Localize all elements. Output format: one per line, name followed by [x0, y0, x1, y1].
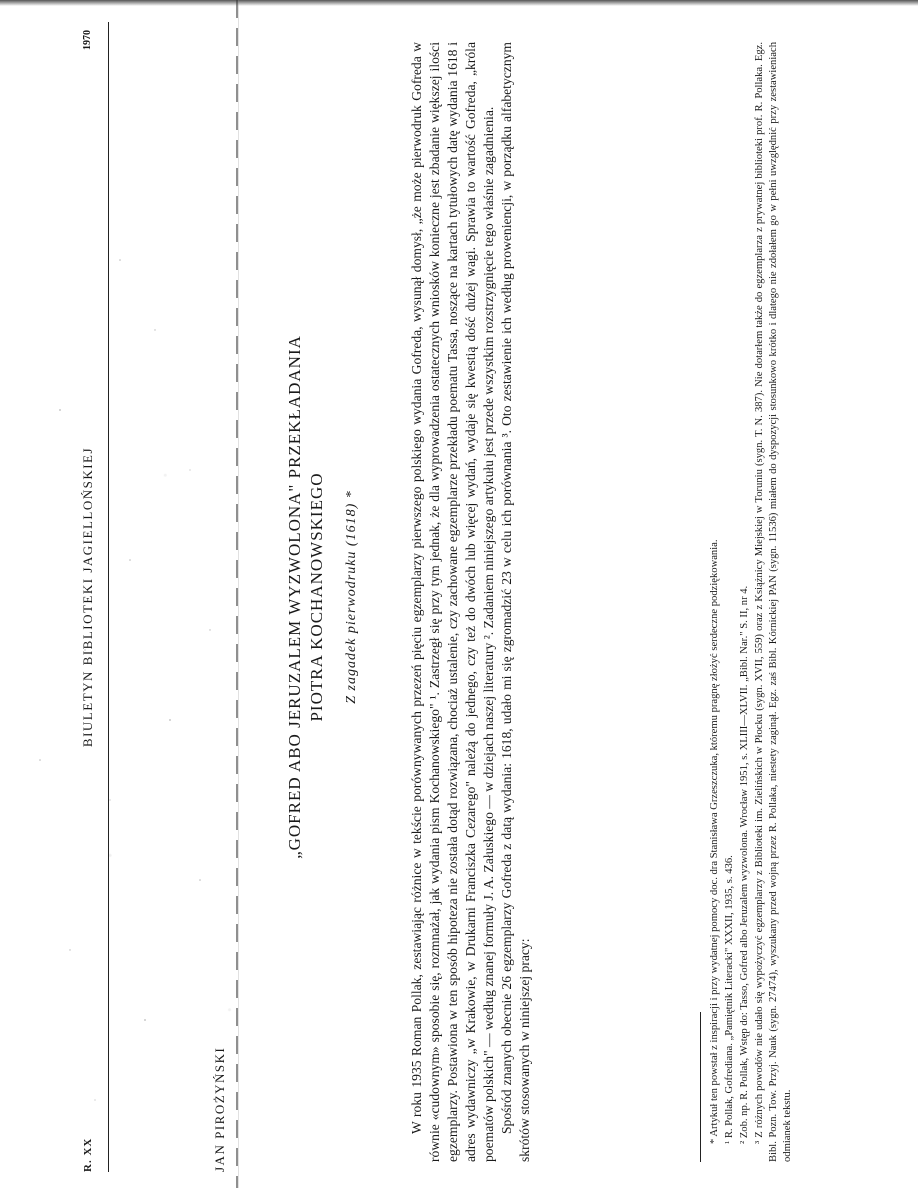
- footnote-rule: [700, 1012, 701, 1162]
- title-line-1: „GOFRED ABO JERUZALEM WYZWOLONA" PRZEKŁADANIA: [285, 335, 304, 859]
- article-subtitle: Z zagadek pierwodruku (1618) *: [344, 490, 359, 704]
- body-paragraph-2: Spośród znanych obecnie 26 egzemplarzy Gofreda z datą wydania: 1618, udało mi się zgromadzić 23 w celu ich porównania ³. Oto zestawienie ich według proweniencji, w porządku alfabetycznym skrótów stosowanych w niniejszej pracy:: [499, 42, 532, 1162]
- article-author: JAN PIROŻYŃSKI: [212, 1046, 227, 1172]
- footnote-3: ³ Z różnych powodów nie udało się wypożyczyć egzemplarzy z Biblioteki im. Zielińskich w Płocku (sygn. XVII, 559) oraz z Książnicy Miejskiej w Toruniu (sygn. T. N. 387). Nie dotarłem także do egzemplarza z prywatnej biblioteki prof. R. Pollaka. Egz. Bibl. Pozn. Tow. Przyj. Nauk (sygn. 27474), wyszukany przed wojną przez R. Pollaka, niestety zaginął. Egz. zaś Bibl. Kórnickiej PAN (sygn. 11536) miałem do dyspozycji stosunkowo krótko i dlatego nie zdołałem go w pełni uwzględnić przy zestawieniach odmianek tekstu.: [754, 42, 793, 1162]
- header-rule: [108, 22, 109, 1172]
- footnote-1: ¹ R. Pollak, Gofrediana. „Pamiętnik Literacki" XXXII, 1935, s. 436.: [724, 855, 735, 1144]
- article-title: [284, 22, 328, 1172]
- issue-number: R. XX: [82, 1137, 94, 1172]
- running-head: [82, 22, 102, 1172]
- footnote-2: ² Zob. np. R. Pollak, Wstęp do: Tasso, Gofred albo Jeruzalem wyzwolona. Wrocław 1951, s. XLIII—XLVII. „Bibl. Nar." S. II, nr 4.: [739, 585, 750, 1144]
- footnote-star: * Artykuł ten powstał z inspiracji i przy wydatnej pomocy doc. dra Stanisława Grzeszczuka, któremu pragnę złożyć serdeczne podziękowania.: [709, 539, 720, 1144]
- article-body: [408, 42, 534, 1162]
- title-line-2: PIOTRA KOCHANOWSKIEGO: [307, 472, 326, 722]
- journal-year: 1970: [82, 30, 93, 50]
- footnotes: [708, 42, 796, 1162]
- body-paragraph-1: W roku 1935 Roman Pollak, zestawiając różnice w tekście porównywanych przezeń pięciu egzemplarzy pierwszego polskiego wydania Gofreda, wysunął domysł, „że może pierwodruk Gofreda w równie «cudownym» sposobie się, rozmnażał, jak wydania pism Kochanowskiego" ¹. Zastrzegł się przy tym jednak, że dla wyprowadzenia ostatecznych wniosków konieczne jest zbadanie większej ilości egzemplarzy. Postawiona w ten sposób hipoteza nie została dotąd rozwiązana, chociaż ustalenie, czy zachowane egzemplarze przekładu poematu Tassa, noszące na kartach tytułowych datę wydania 1618 i adres wydawniczy „w Krakowie, w Drukarni Franciszka Cezarego" należą do jednego, czy też do dwóch lub więcej wydań, wydaje się kwestią dość dużej wagi. Sprawia to wartość Gofreda, „króla poematów polskich" — według znanej formuły J. A. Załuskiego — w dziejach naszej literatury ². Zadaniem niniejszego artykułu jest przede wszystkim rozstrzygnięcie tego właśnie zagadnienia.: [409, 42, 496, 1162]
- rotated-article-page: [72, 22, 878, 1172]
- journal-title: BIULETYN BIBLIOTEKI JAGIELLOŃSKIEJ: [80, 446, 95, 748]
